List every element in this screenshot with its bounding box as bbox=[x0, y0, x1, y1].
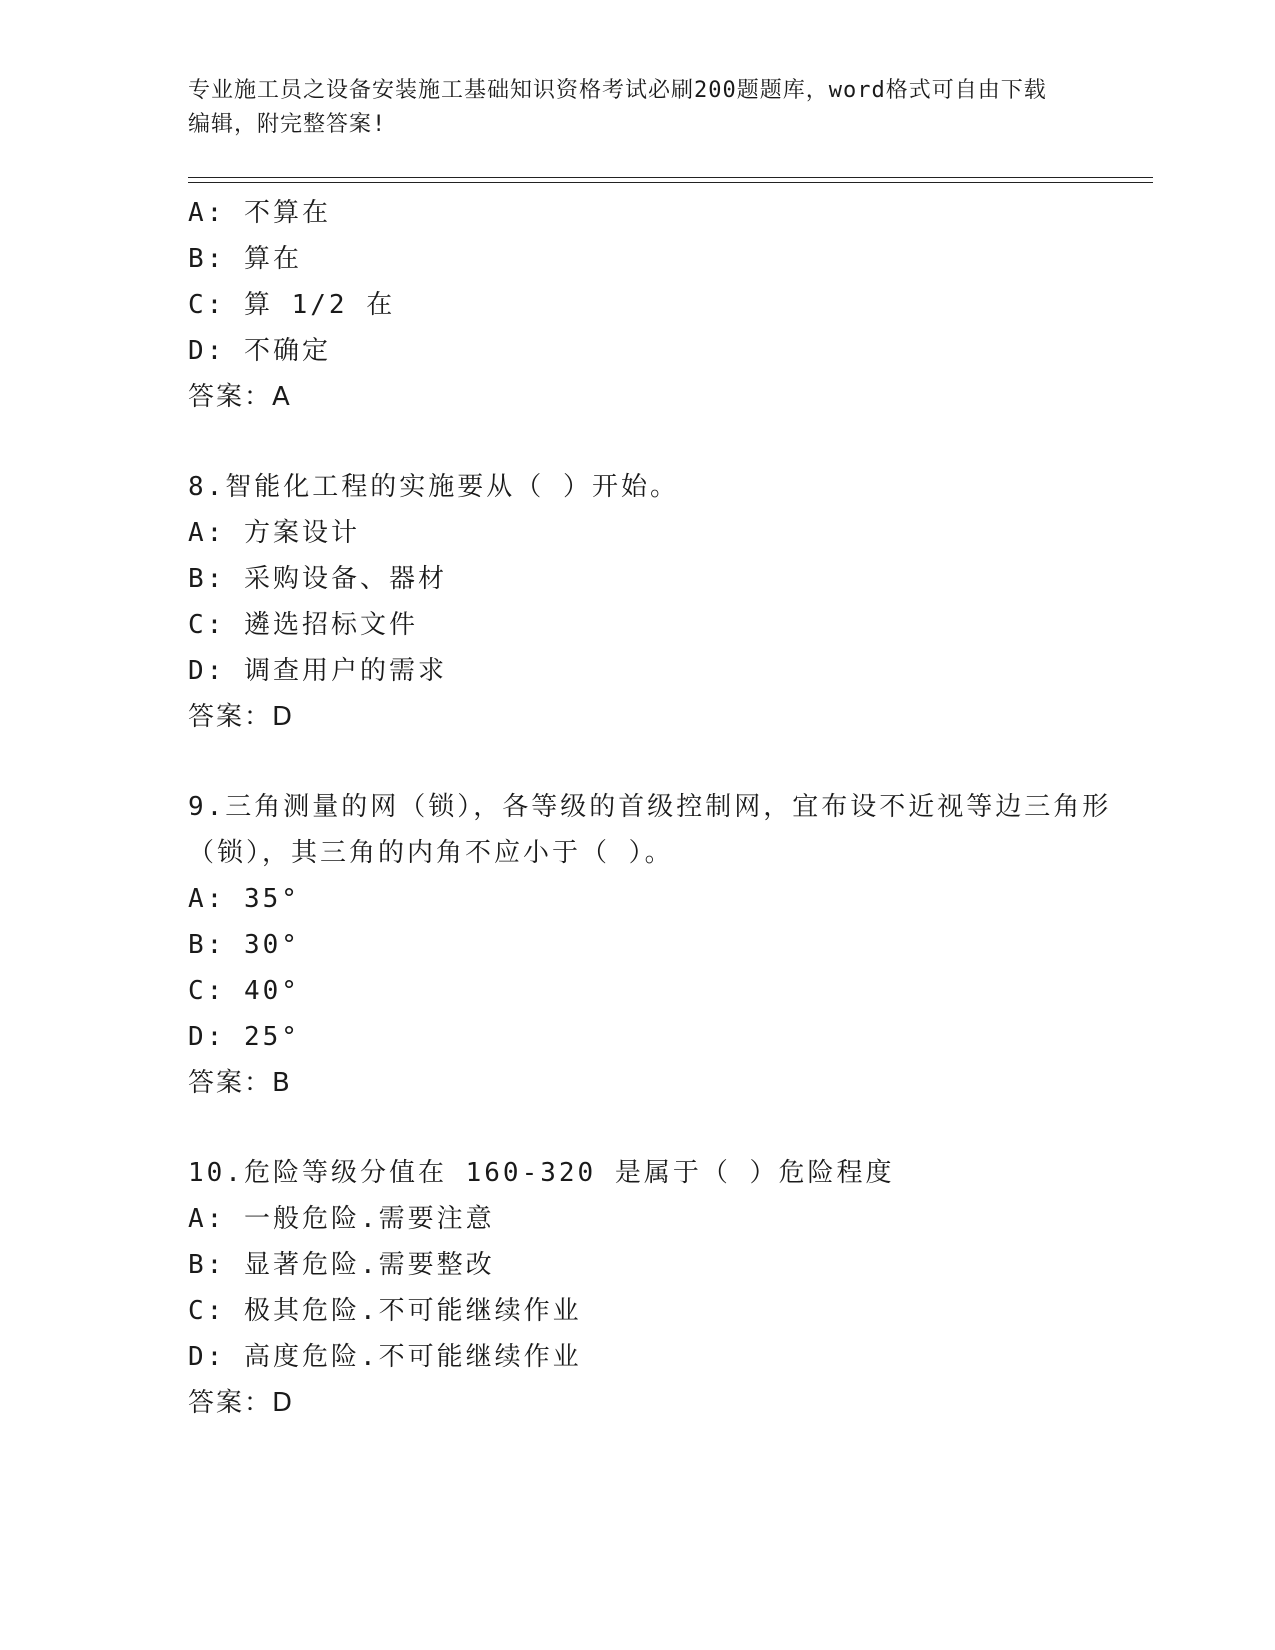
question-text: 9.三角测量的网（锁），各等级的首级控制网，宜布设不近视等边三角形（锁），其三角的内角不应小于（ ）。 bbox=[188, 792, 1112, 868]
answer-label: 答案：D bbox=[188, 1388, 295, 1418]
option-d: D: 高度危险.不可能继续作业 bbox=[188, 1342, 582, 1372]
spacer bbox=[188, 420, 1153, 464]
option-c: C: 40° bbox=[188, 976, 300, 1006]
spacer bbox=[188, 1106, 1153, 1150]
header-divider-top bbox=[188, 177, 1153, 178]
option-d: D: 25° bbox=[188, 1022, 300, 1052]
option-a: A: 方案设计 bbox=[188, 518, 360, 548]
option-b: B: 算在 bbox=[188, 244, 302, 274]
header-divider-bottom bbox=[188, 182, 1153, 183]
answer-label: 答案：A bbox=[188, 382, 292, 412]
spacer bbox=[188, 740, 1153, 784]
question-list bbox=[188, 190, 1153, 1426]
option-a: A: 35° bbox=[188, 884, 300, 914]
option-d: D: 不确定 bbox=[188, 336, 331, 366]
option-b: B: 采购设备、器材 bbox=[188, 564, 447, 594]
question-text: 10.危险等级分值在 160-320 是属于（ ）危险程度 bbox=[188, 1158, 895, 1188]
answer-label: 答案：B bbox=[188, 1068, 292, 1098]
option-b: B: 30° bbox=[188, 930, 300, 960]
question-block-8 bbox=[188, 464, 1153, 740]
option-a: A: 不算在 bbox=[188, 198, 331, 228]
answer-label: 答案：D bbox=[188, 702, 295, 732]
option-b: B: 显著危险.需要整改 bbox=[188, 1250, 495, 1280]
question-block-10 bbox=[188, 1150, 1153, 1426]
question-block-partial bbox=[188, 190, 1153, 420]
option-c: C: 算 1/2 在 bbox=[188, 290, 396, 320]
option-a: A: 一般危险.需要注意 bbox=[188, 1204, 495, 1234]
option-c: C: 遴选招标文件 bbox=[188, 610, 418, 640]
document-header bbox=[188, 74, 1068, 142]
header-title: 专业施工员之设备安装施工基础知识资格考试必刷200题题库，word格式可自由下载编辑，附完整答案! bbox=[188, 78, 1047, 137]
option-d: D: 调查用户的需求 bbox=[188, 656, 447, 686]
question-block-9 bbox=[188, 784, 1153, 1106]
option-c: C: 极其危险.不可能继续作业 bbox=[188, 1296, 582, 1326]
question-text: 8.智能化工程的实施要从（ ）开始。 bbox=[188, 472, 679, 502]
